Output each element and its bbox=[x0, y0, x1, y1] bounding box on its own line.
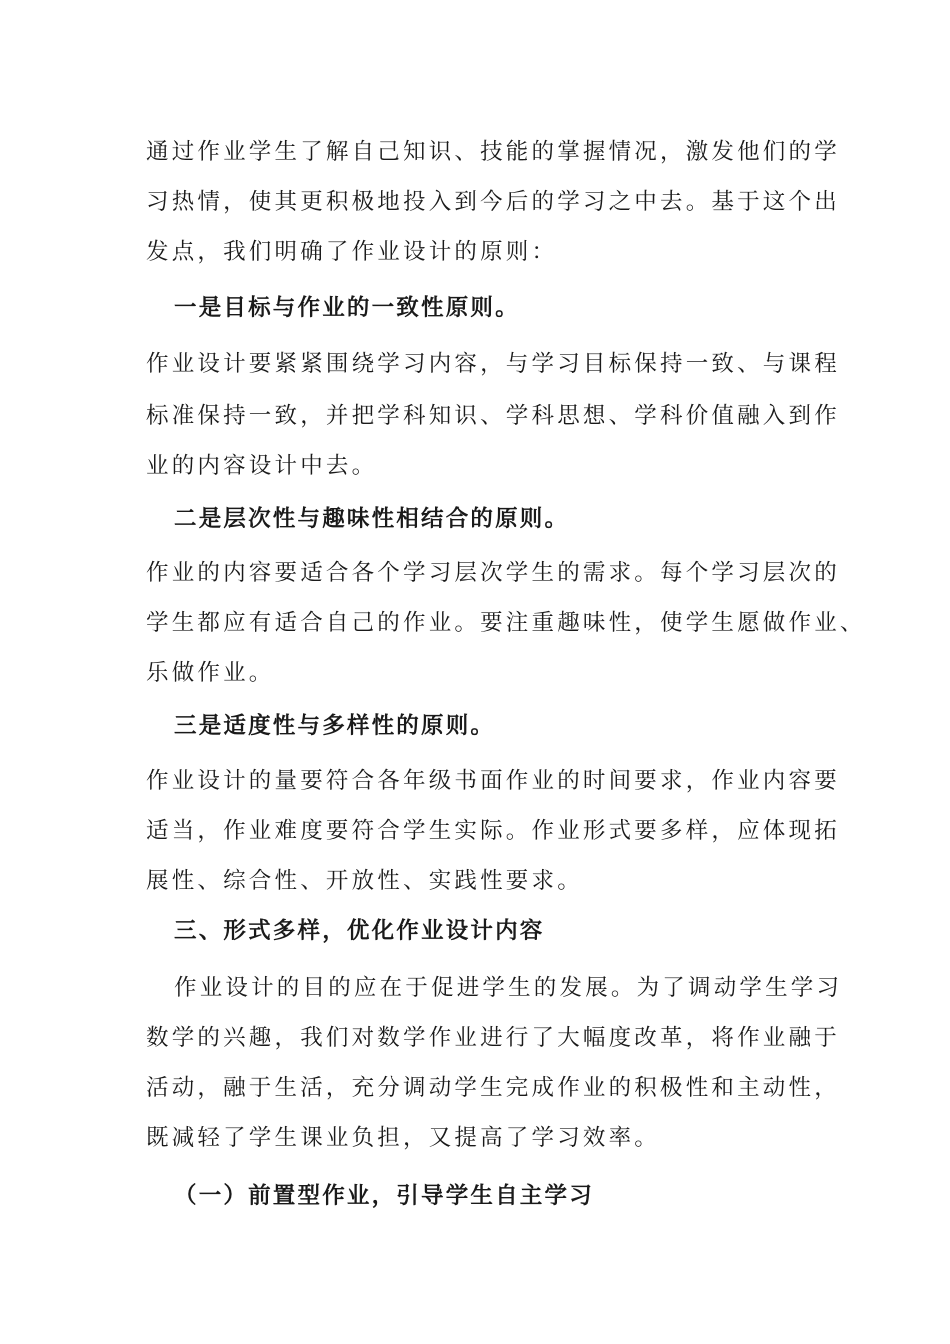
principle-heading-1: 一是目标与作业的一致性原则。 bbox=[174, 295, 520, 321]
body-line: 习热情，使其更积极地投入到今后的学习之中去。基于这个出 bbox=[146, 189, 840, 215]
section-heading: 三、形式多样，优化作业设计内容 bbox=[174, 918, 545, 944]
principle-heading-3: 三是适度性与多样性的原则。 bbox=[174, 713, 496, 739]
body-line: 学生都应有适合自己的作业。要注重趣味性，使学生愿做作业、 bbox=[146, 610, 866, 636]
body-line: 作业设计的量要符合各年级书面作业的时间要求，作业内容要 bbox=[146, 768, 840, 794]
body-line: 作业设计的目的应在于促进学生的发展。为了调动学生学习 bbox=[174, 975, 843, 1001]
body-line: 数学的兴趣，我们对数学作业进行了大幅度改革，将作业融于 bbox=[146, 1025, 840, 1051]
body-line: 展性、综合性、开放性、实践性要求。 bbox=[146, 868, 583, 894]
body-line: 适当，作业难度要符合学生实际。作业形式要多样，应体现拓 bbox=[146, 818, 840, 844]
body-line: 发点，我们明确了作业设计的原则： bbox=[146, 239, 558, 265]
body-line: 标准保持一致，并把学科知识、学科思想、学科价值融入到作 bbox=[146, 403, 840, 429]
subsection-heading: （一）前置型作业，引导学生自主学习 bbox=[174, 1183, 594, 1209]
principle-heading-2: 二是层次性与趣味性相结合的原则。 bbox=[174, 506, 570, 532]
body-line: 作业设计要紧紧围绕学习内容，与学习目标保持一致、与课程 bbox=[146, 351, 840, 377]
body-line: 活动，融于生活，充分调动学生完成作业的积极性和主动性， bbox=[146, 1075, 840, 1101]
body-line: 通过作业学生了解自己知识、技能的掌握情况，激发他们的学 bbox=[146, 139, 840, 165]
body-line: 作业的内容要适合各个学习层次学生的需求。每个学习层次的 bbox=[146, 560, 840, 586]
body-line: 业的内容设计中去。 bbox=[146, 453, 378, 479]
body-line: 乐做作业。 bbox=[146, 660, 275, 686]
body-line: 既减轻了学生课业负担，又提高了学习效率。 bbox=[146, 1125, 661, 1151]
